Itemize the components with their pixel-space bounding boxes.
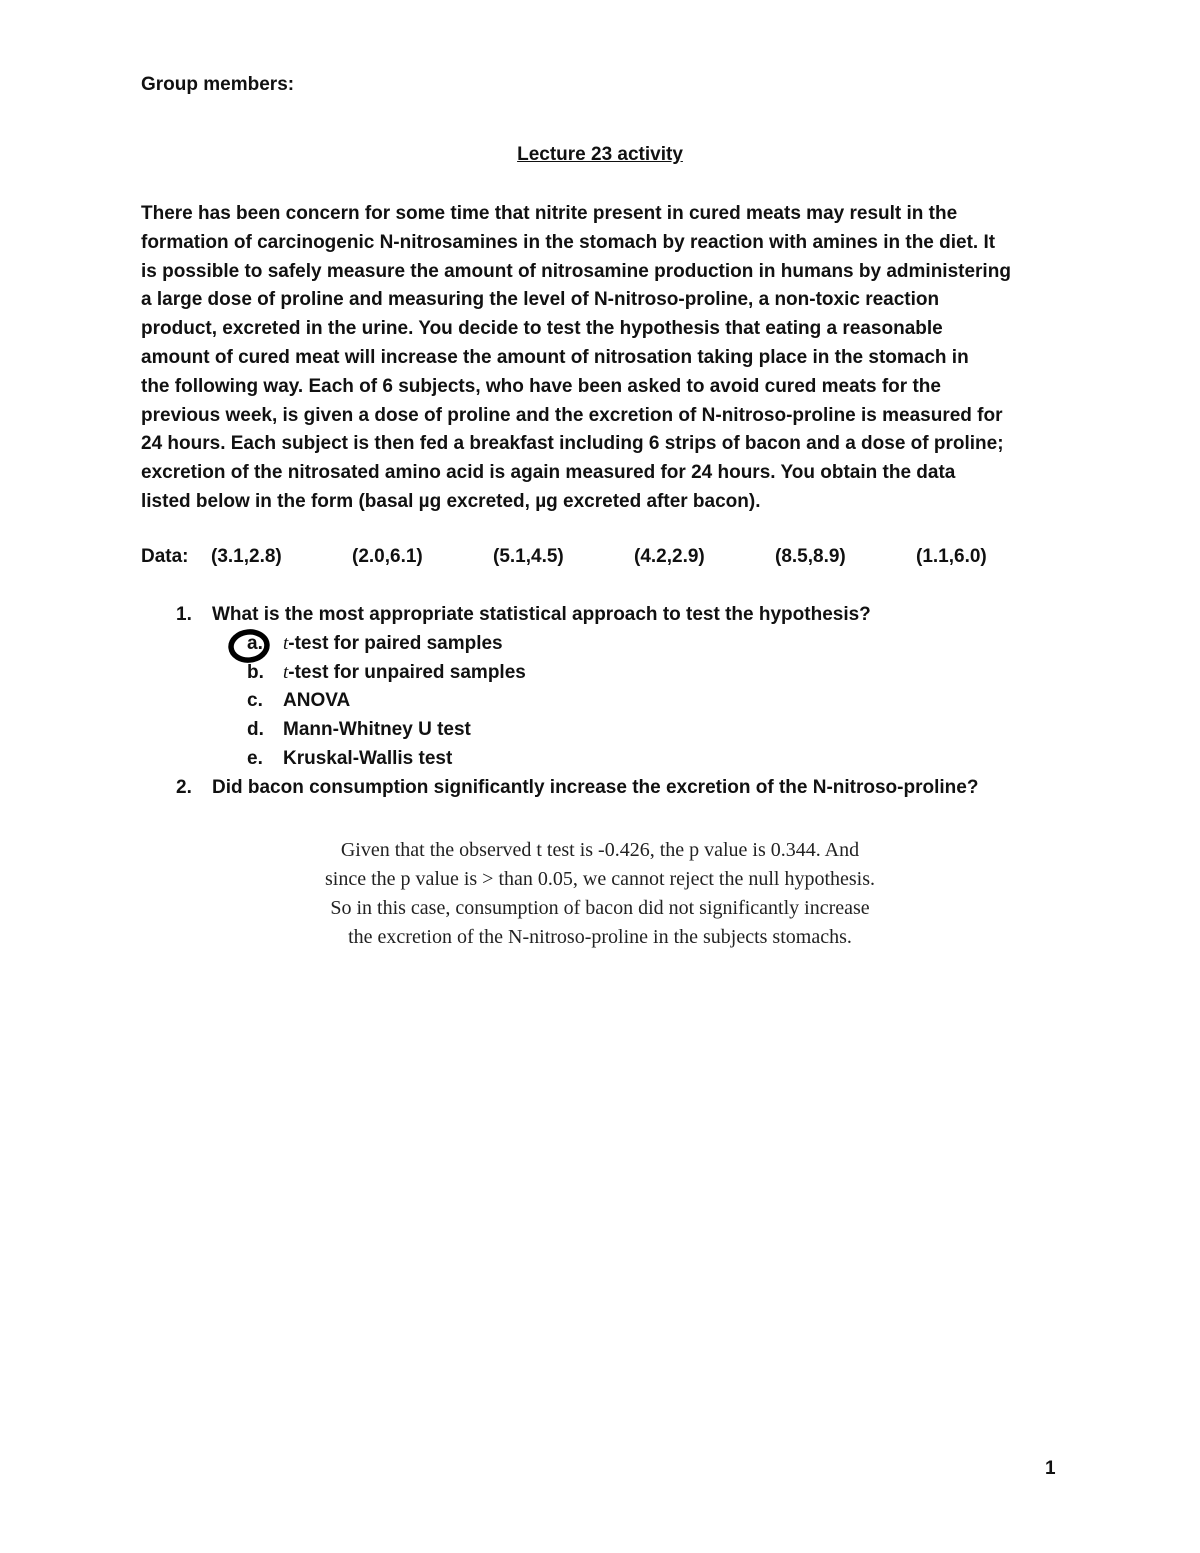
- option-letter: c.: [247, 690, 263, 711]
- option-label: -test for unpaired samples: [288, 662, 526, 683]
- intro-line: excretion of the nitrosated amino acid is again measured for 24 hours. You obtain the data: [141, 462, 956, 484]
- option-text: [283, 633, 503, 655]
- page-number: 1: [1045, 1458, 1056, 1479]
- italic-t: t: [283, 662, 289, 683]
- data-pair: (2.0,6.1): [352, 546, 423, 567]
- intro-line: the following way. Each of 6 subjects, who have been asked to avoid cured meats for the: [141, 375, 941, 397]
- intro-line: previous week, is given a dose of proline and the excretion of N-nitroso-proline is measured for: [141, 404, 1003, 426]
- intro-line: a large dose of proline and measuring the level of N-nitroso-proline, a non-toxic reaction: [141, 289, 940, 311]
- intro-paragraph: [141, 200, 1071, 517]
- page-title: Lecture 23 activity: [517, 144, 683, 165]
- intro-line: 24 hours. Each subject is then fed a breakfast including 6 strips of bacon and a dose of proline;: [141, 433, 1004, 455]
- hypothesis-emphasis: hypothesis: [619, 318, 720, 340]
- question-text: What is the most appropriate statistical approach to test the hypothesis?: [212, 604, 871, 625]
- intro-line: [141, 315, 1071, 344]
- data-pair: (3.1,2.8): [211, 546, 282, 567]
- intro-line: listed below in the form (basal µg excreted, µg excreted after bacon).: [141, 490, 761, 512]
- data-pair: (5.1,4.5): [493, 546, 564, 567]
- option-letter: d.: [247, 719, 264, 740]
- intro-line-part: product, excreted in the urine. You decide to test the: [141, 318, 615, 340]
- intro-line: amount of cured meat will increase the amount of nitrosation taking place in the stomach in: [141, 346, 969, 368]
- option-letter: b.: [247, 662, 264, 683]
- answer-line: So in this case, consumption of bacon did not significantly increase: [330, 897, 870, 919]
- option-text: [283, 662, 526, 684]
- answer-line: the excretion of the N-nitroso-proline in the subjects stomachs.: [348, 926, 852, 948]
- option-letter: a.: [247, 633, 263, 654]
- option-label: -test for paired samples: [288, 633, 503, 654]
- question-number: 1.: [176, 604, 192, 625]
- selected-answer-circle-mark: [226, 626, 274, 666]
- intro-line: There has been concern for some time that nitrite present in cured meats may result in the: [141, 203, 958, 224]
- question-number: 2.: [176, 777, 192, 798]
- question-text: Did bacon consumption significantly increase the excretion of the N-nitroso-proline?: [212, 777, 979, 798]
- answer-line: since the p value is > than 0.05, we cannot reject the null hypothesis.: [324, 868, 876, 890]
- answer-paragraph: [0, 836, 1200, 952]
- option-label: Mann-Whitney U test: [283, 719, 471, 740]
- option-letter: e.: [247, 748, 263, 769]
- data-pair: (1.1,6.0): [916, 546, 987, 567]
- data-pair: (8.5,8.9): [775, 546, 846, 567]
- option-label: Kruskal-Wallis test: [283, 748, 453, 769]
- answer-line: Given that the observed t test is -0.426, the p value is 0.344. And: [340, 839, 860, 861]
- intro-line: formation of carcinogenic N-nitrosamines in the stomach by reaction with amines in the diet. It: [141, 231, 996, 253]
- intro-line: is possible to safely measure the amount of nitrosamine production in humans by administering: [141, 260, 1011, 282]
- option-label: ANOVA: [283, 690, 351, 711]
- data-label: Data:: [141, 546, 189, 567]
- italic-t: t: [283, 633, 289, 654]
- intro-line-part: that eating a reasonable: [725, 318, 943, 340]
- data-pair: (4.2,2.9): [634, 546, 705, 567]
- group-members-label: Group members:: [141, 74, 295, 95]
